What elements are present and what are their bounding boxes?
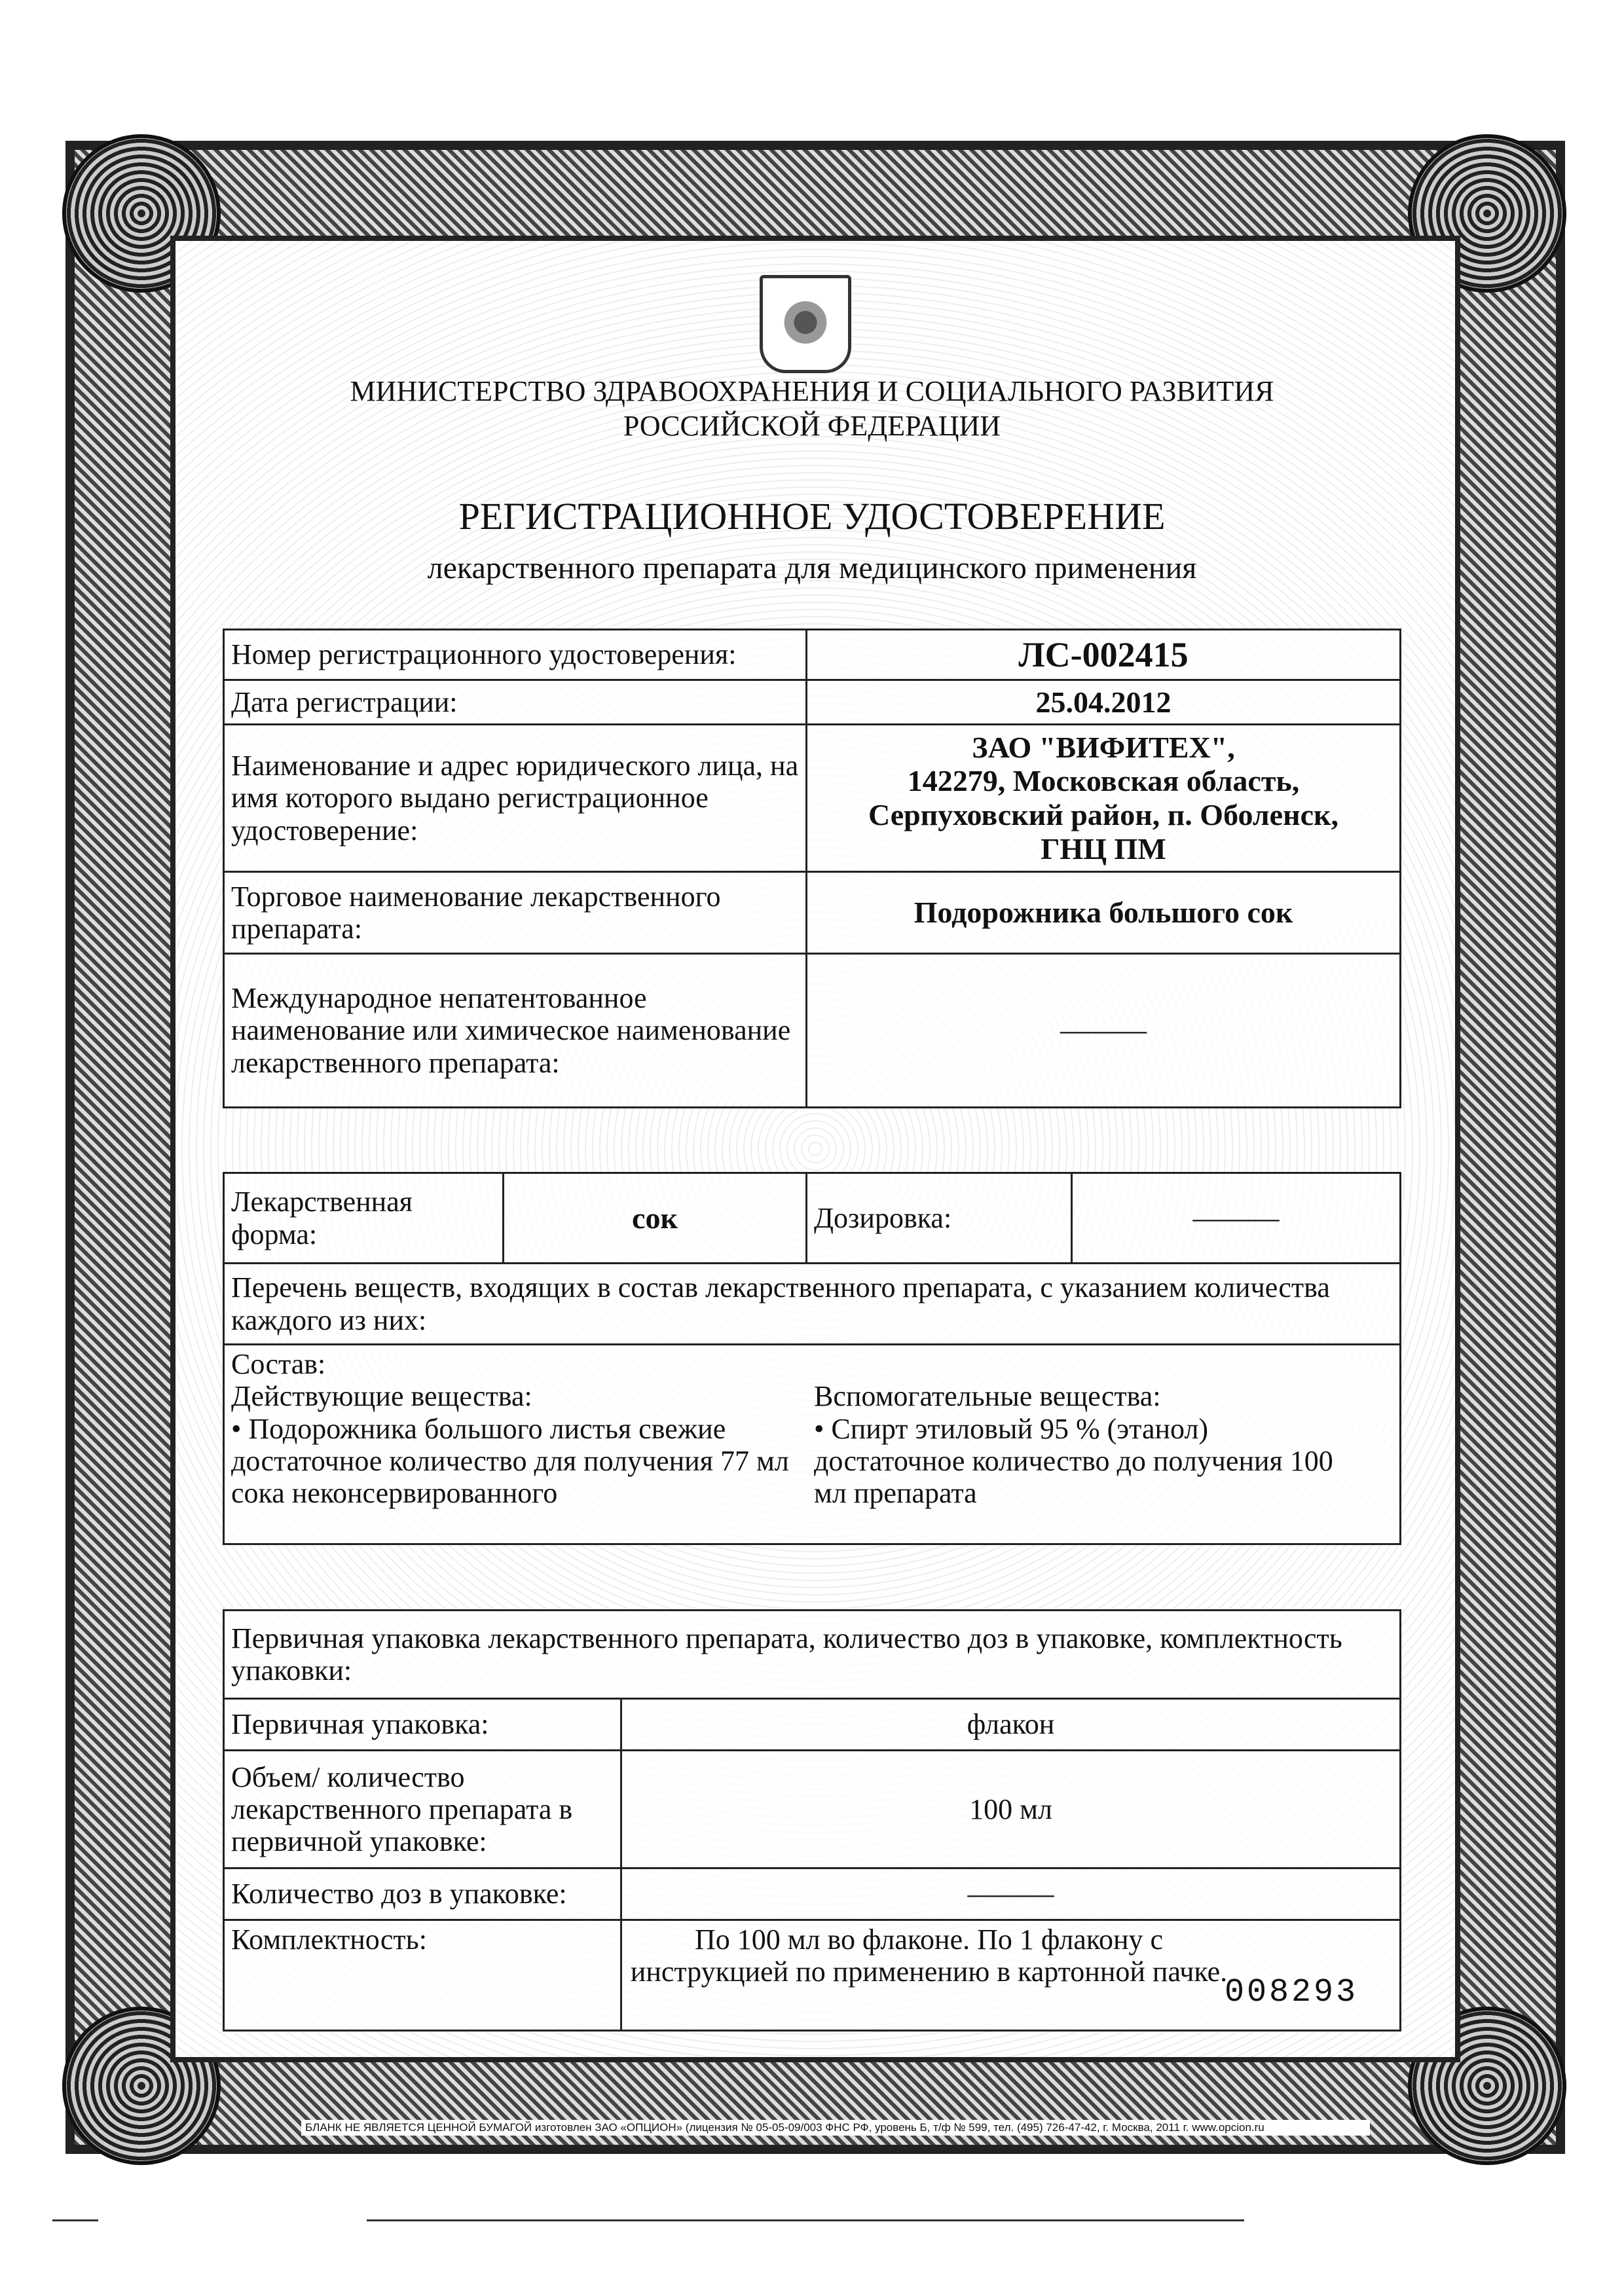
completeness-label: Комплектность:	[224, 1920, 621, 2031]
form-value: сок	[504, 1173, 807, 1264]
form-label: Лекарственная форма:	[224, 1173, 504, 1264]
serial-number: 008293	[1225, 1974, 1359, 2011]
coat-of-arms-icon	[760, 275, 851, 373]
doses-value: ———	[621, 1868, 1401, 1920]
dosage-value: ———	[1072, 1173, 1401, 1264]
doses-label: Количество доз в упаковке:	[224, 1868, 621, 1920]
reg-number-label: Номер регистрационного удостоверения:	[224, 630, 807, 680]
dosage-label: Дозировка:	[807, 1173, 1072, 1264]
footer-fine-print: БЛАНК НЕ ЯВЛЯЕТСЯ ЦЕННОЙ БУМАГОЙ изготовлен ЗАО «ОПЦИОН» (лицензия № 05-05-09/003 ФНС РФ, уровень Б, т/ф № 599, тел. (495) 726-47-42, г. Москва, 2011 г. www.opcion.ru	[301, 2120, 1370, 2136]
reg-number: ЛС-002415	[807, 630, 1401, 680]
scan-edge-line	[367, 2219, 1244, 2221]
trade-name: Подорожника большого сок	[807, 872, 1401, 954]
completeness-value: По 100 мл во флаконе. По 1 флакону с инструкцией по применению в картонной пачке.	[621, 1920, 1401, 2031]
holder-name: ЗАО "ВИФИТЕХ",	[972, 730, 1235, 764]
volume-label: Объем/ количество лекарственного препарата в первичной упаковке:	[224, 1751, 621, 1868]
active-substances-value: • Подорожника большого листья свежие достаточное количество для получения 77 мл сока неконсервированного	[231, 1412, 789, 1510]
ministry-line1: МИНИСТЕРСТВО ЗДРАВООХРАНЕНИЯ И СОЦИАЛЬНОГО РАЗВИТИЯ	[350, 375, 1274, 407]
holder-label: Наименование и адрес юридического лица, на имя которого выдано регистрационное удостоверение:	[224, 725, 807, 872]
holder-address-3: ГНЦ ПМ	[1041, 831, 1166, 866]
scan-edge-line	[52, 2219, 98, 2221]
reg-date: 25.04.2012	[807, 680, 1401, 725]
holder-address-1: 142279, Московская область,	[907, 764, 1300, 798]
registration-table	[223, 629, 1401, 1108]
volume-value: 100 мл	[621, 1751, 1401, 1868]
trade-name-label: Торговое наименование лекарственного препарата:	[224, 872, 807, 954]
document-subtitle: лекарственного препарата для медицинского применения	[427, 551, 1197, 585]
document-title: РЕГИСТРАЦИОННОЕ УДОСТОВЕРЕНИЕ	[458, 495, 1166, 538]
composition-header: Перечень веществ, входящих в состав лекарственного препарата, с указанием количества каждого из них:	[224, 1264, 1401, 1345]
ministry-line2: РОССИЙСКОЙ ФЕДЕРАЦИИ	[623, 410, 1001, 442]
form-table	[223, 1172, 1401, 1545]
excipients-label: Вспомогательные вещества:	[814, 1380, 1161, 1413]
reg-date-label: Дата регистрации:	[224, 680, 807, 725]
composition-label: Состав:	[231, 1348, 326, 1380]
inn-label: Международное непатентованное наименование или химическое наименование лекарственного препарата:	[224, 954, 807, 1108]
holder-address-2: Серпуховский район, п. Оболенск,	[868, 798, 1339, 831]
primary-pack-label: Первичная упаковка:	[224, 1699, 621, 1751]
active-substances-label: Действующие вещества:	[231, 1380, 532, 1413]
excipients-value: • Спирт этиловый 95 % (этанол) достаточное количество до получения 100 мл препарата	[814, 1412, 1333, 1510]
packaging-header: Первичная упаковка лекарственного препарата, количество доз в упаковке, комплектность упаковки:	[224, 1611, 1401, 1699]
packaging-table	[223, 1609, 1401, 2032]
primary-pack-value: флакон	[621, 1699, 1401, 1751]
inn-value: ———	[807, 954, 1401, 1108]
